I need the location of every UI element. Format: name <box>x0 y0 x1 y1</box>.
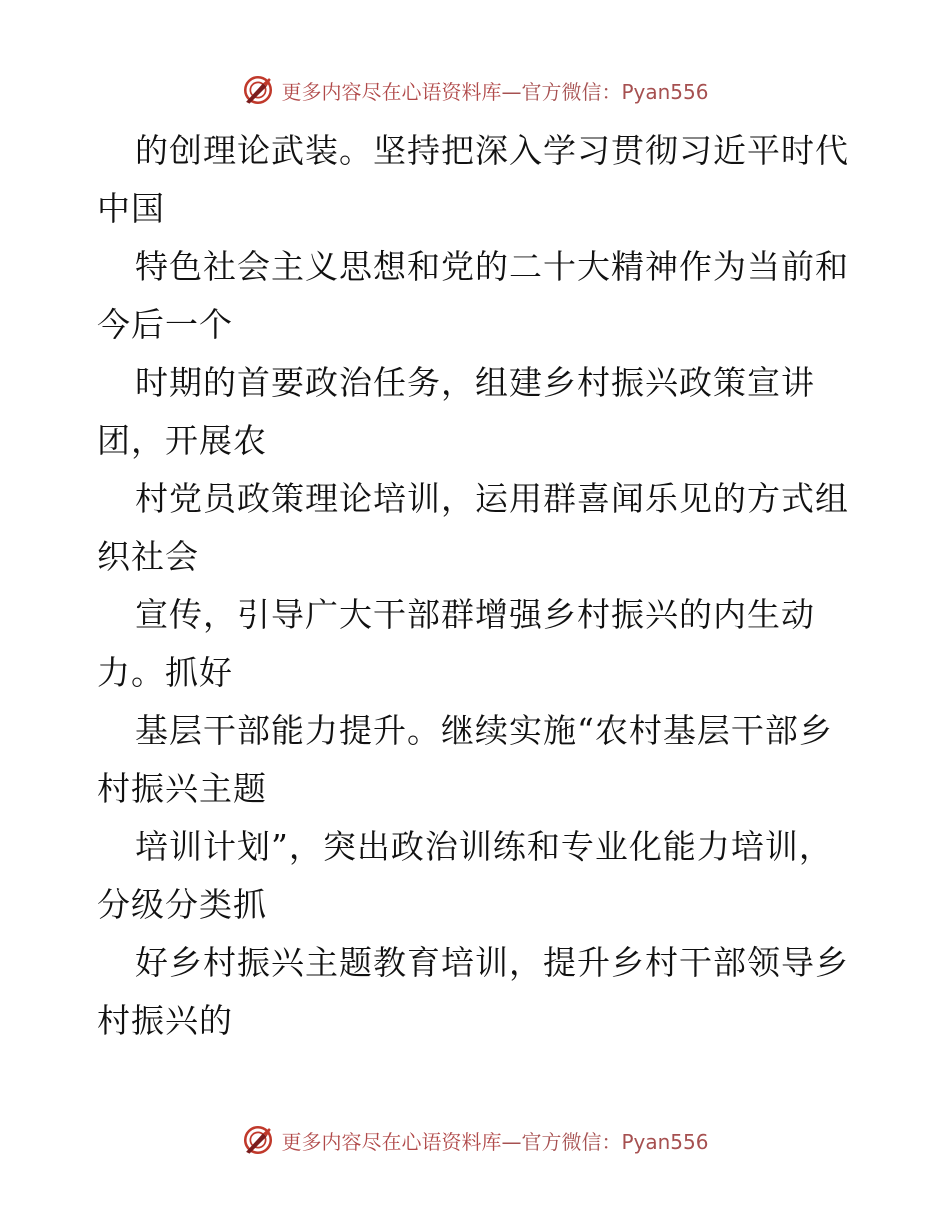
body-line: 的创理论武装。坚持把深入学习贯彻习近平时代 <box>135 131 849 170</box>
pen-logo-icon <box>241 73 275 107</box>
watermark-wechat: —官方微信：Pyan556 <box>501 1129 709 1154</box>
body-line: 村振兴的 <box>97 1001 233 1040</box>
body-line: 村党员政策理论培训，运用群喜闻乐见的方式组 <box>135 479 849 518</box>
watermark-main: 更多内容尽在心语资料库 <box>281 1129 502 1154</box>
document-body <box>97 122 857 1050</box>
body-line: 分级分类抓 <box>97 885 267 924</box>
body-line: 力。抓好 <box>97 653 233 692</box>
footer-watermark <box>0 1120 950 1160</box>
body-line: 特色社会主义思想和党的二十大精神作为当前和 <box>135 247 849 286</box>
watermark-text <box>281 76 708 105</box>
body-line: 好乡村振兴主题教育培训，提升乡村干部领导乡 <box>135 943 849 982</box>
watermark-text <box>281 1126 708 1155</box>
body-line: 织社会 <box>97 537 199 576</box>
body-line: 中国 <box>97 189 165 228</box>
body-line: 时期的首要政治任务，组建乡村振兴政策宣讲 <box>135 363 815 402</box>
body-line: 基层干部能力提升。继续实施“农村基层干部乡 <box>135 711 833 750</box>
watermark-wechat: —官方微信：Pyan556 <box>501 79 709 104</box>
body-line: 村振兴主题 <box>97 769 267 808</box>
body-line: 宣传，引导广大干部群增强乡村振兴的内生动 <box>135 595 815 634</box>
body-line: 培训计划”，突出政治训练和专业化能力培训， <box>135 827 833 866</box>
body-line: 团，开展农 <box>97 421 267 460</box>
body-line: 今后一个 <box>97 305 233 344</box>
pen-logo-icon <box>241 1123 275 1157</box>
watermark-main: 更多内容尽在心语资料库 <box>281 79 502 104</box>
header-watermark <box>0 70 950 110</box>
